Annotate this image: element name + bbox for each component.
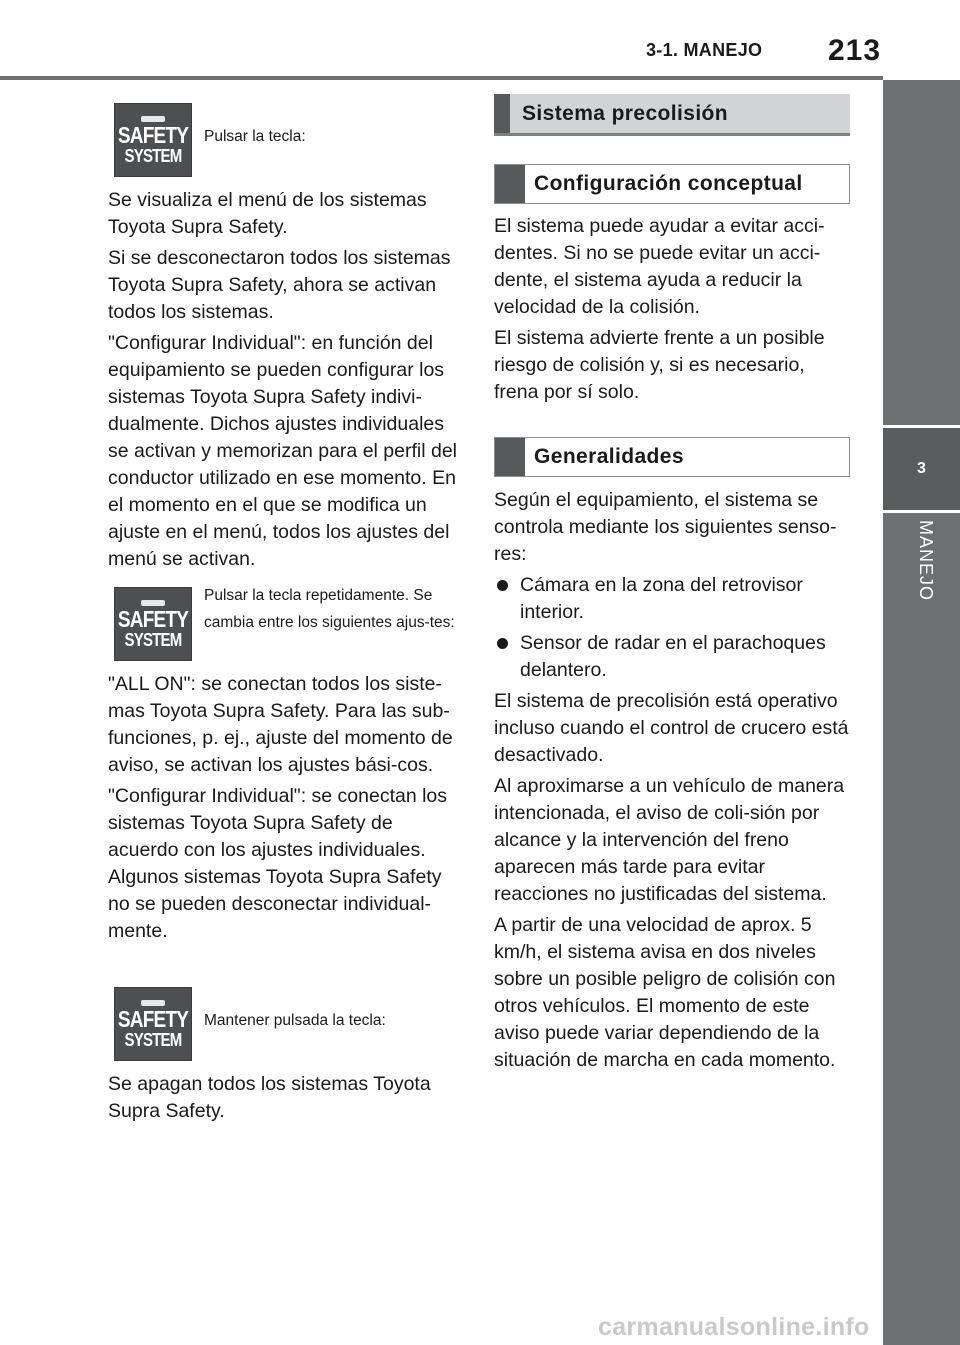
sensor-list [494,572,850,684]
page-number: 213 [828,34,882,67]
list-item-text: Cámara en la zona del retrovisor interior. [520,574,803,623]
subsection-marker [495,438,525,476]
paragraph: Se apagan todos los sistemas Toyota Supra Safety. [108,1073,431,1122]
paragraph: A partir de una velocidad de aprox. 5 km/h, el sistema avisa en dos niveles sobre un posible peligro de colisión con otros vehículos. El momento de este aviso puede variar dependiendo de la situación de marcha en cada momento. [494,914,836,1071]
key-bar [141,600,165,606]
paragraph: El sistema puede ayudar a evitar acci-dentes. Si no se puede evitar un acci-dente, el sistema ayuda a reducir la velocidad de la colisión. [494,215,825,318]
key-line2: SYSTEM [124,145,182,167]
safety-system-key-icon [114,103,192,177]
subsection-title: Generalidades [534,445,684,468]
subsection-title-bar-1 [494,164,850,204]
key-instruction-3: Mantener pulsada la tecla: [204,1012,386,1029]
safety-system-key-icon [114,587,192,661]
right-block-1 [494,213,850,410]
list-item [494,572,850,626]
section-header: 3-1. MANEJO [646,40,763,60]
paragraph: "ALL ON": se conectan todos los siste-mas Toyota Supra Safety. Para las sub-funciones, p. ej., ajuste del momento de aviso, se activan los ajustes bási-cos. [108,673,453,776]
paragraph: Al aproximarse a un vehículo de manera intencionada, el aviso de coli-sión por alcance y la intervención del freno aparecen más tarde para evitar reacciones no justificadas del sistema. [494,775,845,905]
key-bar [141,1000,165,1006]
key-instruction-1: Pulsar la tecla: [204,128,306,145]
side-tab-upper [883,80,960,425]
header-divider [0,76,960,80]
side-tab-lower [883,513,960,1345]
paragraph: Si se desconectaron todos los sistemas Toyota Supra Safety, ahora se activan todos los sistemas. [108,247,451,323]
safety-system-key-icon [114,987,192,1061]
safety-key-row-1 [114,103,306,177]
left-block-3 [108,1071,464,1129]
subsection-marker [495,165,525,203]
paragraph: Según el equipamiento, el sistema se controla mediante los siguientes senso-res: [494,489,837,565]
section-marker [494,94,510,133]
key-line1: SAFETY [117,607,189,633]
chapter-label: MANEJO [916,520,936,602]
safety-key-row-2 [114,587,466,661]
bullet-icon [497,638,508,649]
right-block-2 [494,487,850,1078]
subsection-title-bar-2 [494,437,850,477]
paragraph: "Configurar Individual": en función del equipamiento se pueden configurar los sistemas Toyota Supra Safety indivi-dualmente. Dichos ajustes individuales se activan y memorizan para el perfil del conductor utilizado en ese momento. En el momento en el que se modifica un ajuste en el menú, todos los ajustes del menú se activan. [108,332,457,570]
section-title: Sistema precolisión [522,101,729,125]
key-line2: SYSTEM [124,1029,182,1051]
watermark: carmanualsonline.info [598,1313,870,1341]
list-item [494,630,850,684]
key-bar [141,116,165,122]
key-line2: SYSTEM [124,629,182,651]
paragraph: Se visualiza el menú de los sistemas Toyota Supra Safety. [108,189,427,238]
paragraph: El sistema de precolisión está operativo incluso cuando el control de crucero está desactivado. [494,690,849,766]
left-block-2 [108,671,464,949]
key-line1: SAFETY [117,1007,189,1033]
key-line1: SAFETY [117,123,189,149]
bullet-icon [497,580,508,591]
paragraph: El sistema advierte frente a un posible riesgo de colisión y, si es necesario, frena por sí solo. [494,327,825,403]
section-title-bar [494,94,850,136]
subsection-title: Configuración conceptual [534,172,803,195]
key-instruction-2: Pulsar la tecla repetidamente. Se cambia entre los siguientes ajus-tes: [204,587,455,631]
chapter-tab: 3 [883,428,960,510]
list-item-text: Sensor de radar en el parachoques delantero. [520,632,826,681]
safety-key-row-3 [114,987,386,1061]
left-block-1 [108,187,464,577]
paragraph: "Configurar Individual": se conectan los sistemas Toyota Supra Safety de acuerdo con los ajustes individuales. Algunos sistemas Toyota Supra Safety no se pueden desconectar individual-mente. [108,785,448,942]
